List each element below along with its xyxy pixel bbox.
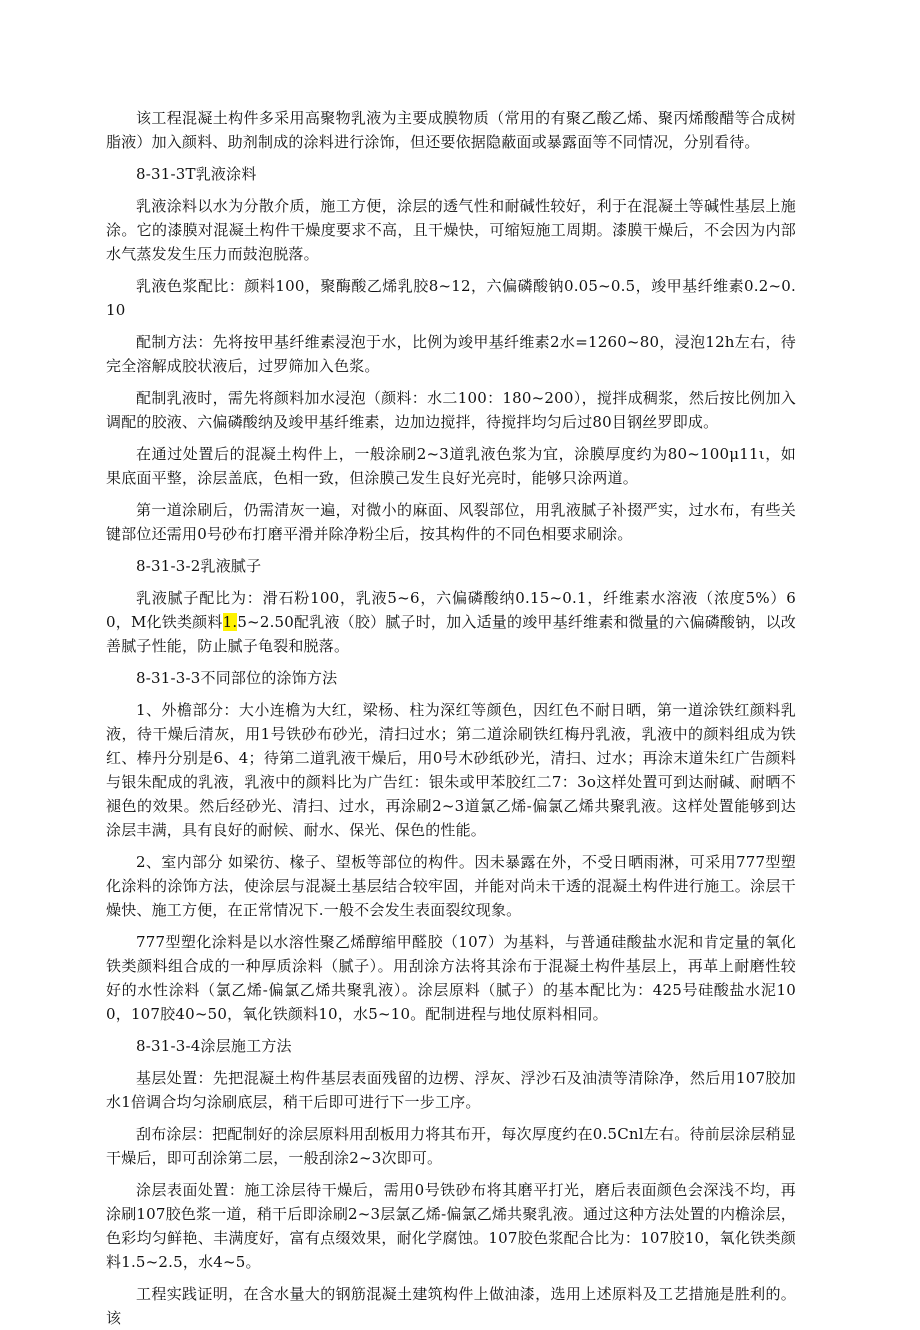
paragraph-777-coating: 777型塑化涂料是以水溶性聚乙烯醇缩甲醛胶（107）为基料，与普通硅酸盐水泥和肯定量的氧化铁类颜料组合成的一种厚质涂料（腻子）。用刮涂方法将其涂布于混凝土构件基层上，再革上耐磨性较好的水性涂料（氯乙烯-偏氯乙烯共聚乳液）。涂层原料（腻子）的基本配比为：425号硅酸盐水泥100，107胶40~50，氧化铁颜料10，水5~10。配制进程与地仗原料相同。 [106, 933, 796, 1023]
paragraph-preparation-method: 配制方法：先将按甲基纤维素浸泡于水，比例为竣甲基纤维素2水=1260~80，浸泡12h左右，待完全溶解成胶状液后，过罗筛加入色浆。 [106, 333, 796, 375]
paragraph-exterior: 1、外檐部分：大小连檐为大红，梁杨、柱为深红等颜色，因红色不耐日晒，第一道涂铁红颜料乳液，待干燥后清灰，用1号铁砂布砂光，清扫过水；第二道涂刷铁红梅丹乳液，乳液中的颜料组成为铁红、棒丹分别是6、4；待第二道乳液干燥后，用0号木砂纸砂光，清扫、过水；再涂末道朱红广告颜料与银朱配成的乳液，乳液中的颜料比为广告红：银朱或甲苯胶红二7：3o这样处置可到达耐碱、耐晒不褪色的效果。然后经砂光、清扫、过水，再涂刷2~3道氯乙烯-偏氯乙烯共聚乳液。这样处置能够到达涂层丰满，具有良好的耐候、耐水、保光、保色的性能。 [106, 701, 796, 839]
paragraph-mixing-latex: 配制乳液时，需先将颜料加水浸泡（颜料：水二100：180~200），搅拌成稠浆，然后按比例加入调配的胶液、六偏磷酸纳及竣甲基纤维素，边加边搅拌，待搅拌均匀后过80目钢丝罗即成。 [106, 389, 796, 431]
section-heading-parts-methods: 8-31-3-3不同部位的涂饰方法 [136, 669, 338, 687]
section-heading-latex-putty: 8-31-3-2乳液腻子 [136, 557, 262, 575]
paragraph-interior: 2、室内部分 如梁彷、椽子、望板等部位的构件。因未暴露在外，不受日晒雨淋，可采用777型塑化涂料的涂饰方法，使涂层与混凝土基层结合较牢固，并能对尚未干透的混凝土构件进行施工。涂层干燥快、施工方便，在正常情况下.一般不会发生表面裂纹现象。 [106, 853, 796, 919]
paragraph-latex-paint: 乳液涂料以水为分散介质，施工方便，涂层的透气性和耐碱性较好，利于在混凝土等碱性基层上施涂。它的漆膜对混凝土构件干燥度要求不高，且干燥快，可缩短施工周期。漆膜干燥后，不会因为内部水气蒸发发生压力而鼓泡脱落。 [106, 197, 796, 263]
putty-ratio-text-a: 乳液腻子配比为：滑石粉100，乳液5~6，六偏磷酸纳0.15~0.1，纤维素水溶液（浓度5%）60，M化铁类颜料 [106, 589, 796, 631]
section-heading-construction-method: 8-31-3-4涂层施工方法 [136, 1037, 292, 1055]
paragraph-conclusion: 工程实践证明，在含水量大的钢筋混凝土建筑构件上做油漆，选用上述原料及工艺措施是胜利的。该 [106, 1285, 796, 1327]
putty-ratio-text-b: 5~2.50配乳液（胶）腻子时，加入适量的竣甲基纤维素和微量的六偏磷酸钠，以改善腻子性能，防止腻子龟裂和脱落。 [106, 613, 796, 655]
paragraph-coating-count: 在通过处置后的混凝土构件上，一般涂刷2~3道乳液色浆为宜，涂膜厚度约为80~100μ11ι，如果底面平整，涂层盖底，色相一致，但涂膜己发生良好光亮时，能够只涂两道。 [106, 445, 796, 487]
highlighted-text: 1. [222, 613, 238, 631]
paragraph-putty-ratio [106, 586, 796, 658]
paragraph-first-coat: 第一道涂刷后，仍需清灰一遍，对微小的麻面、风裂部位，用乳液腻子补掇严实，过水布，有些关键部位还需用0号砂布打磨平滑并除净粉尘后，按其构件的不同色相要求刷涂。 [106, 501, 796, 543]
paragraph-surface-treatment: 涂层表面处置：施工涂层待干燥后，需用0号铁砂布将其磨平打光，磨后表面颜色会深浅不均，再涂刷107胶色浆一道，稍干后即涂刷2~3层氯乙烯-偏氯乙烯共聚乳液。通过这种方法处置的内檐涂层，色彩均匀鲜艳、丰满度好，富有点缀效果，耐化学腐蚀。107胶色浆配合比为：107胶10，氧化铁类颜料1.5~2.5，水4~5。 [106, 1181, 796, 1271]
document-body [106, 106, 796, 1330]
paragraph-intro: 该工程混凝土构件多采用高聚物乳液为主要成膜物质（常用的有聚乙酸乙烯、聚丙烯酸醋等合成树脂液）加入颜料、助剂制成的涂料进行涂饰，但还要依据隐蔽面或暴露面等不同情况，分别看待。 [106, 109, 796, 151]
section-heading-latex-paint: 8-31-3T乳液涂料 [136, 165, 257, 183]
paragraph-color-paste-ratio: 乳液色浆配比：颜料100，聚酶酸乙烯乳胶8~12，六偏磷酸钠0.05~0.5，竣甲基纤维素0.2~0.10 [106, 277, 796, 319]
paragraph-base-treatment: 基层处置：先把混凝土构件基层表面残留的边楞、浮灰、浮沙石及油渍等清除净，然后用107胶加水1倍调合均匀涂刷底层，稍干后即可进行下一步工序。 [106, 1069, 796, 1111]
paragraph-scraping-coat: 刮布涂层：把配制好的涂层原料用刮板用力将其布开，每次厚度约在0.5Cnl左右。待前层涂层稍显干燥后，即可刮涂第二层，一般刮涂2~3次即可。 [106, 1125, 796, 1167]
